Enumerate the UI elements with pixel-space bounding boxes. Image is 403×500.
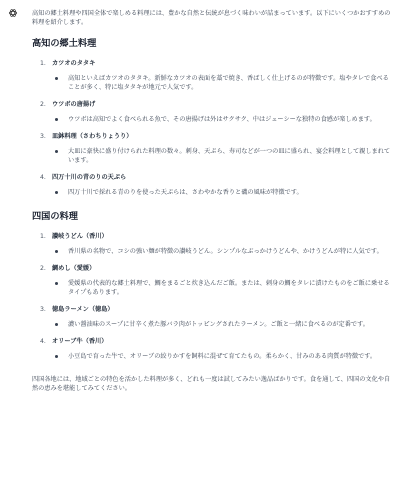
dish-description xyxy=(32,320,394,329)
bullet-icon xyxy=(55,355,58,358)
dish-description-text: ウツボは高知でよく食べられる魚で、その唐揚げは外はサクサク、中はジューシーな独特の食感が楽しめます。 xyxy=(68,116,376,123)
bullet-icon xyxy=(55,191,58,194)
list-item xyxy=(32,173,394,197)
dish-description-text: 濃い醤油味のスープに甘辛く煮た豚バラ肉がトッピングされたラーメン。ご飯と一緒に食べるのが定番です。 xyxy=(68,321,369,328)
list-item xyxy=(32,232,394,256)
list-number: 1. xyxy=(40,233,46,240)
dish-description-text: 愛媛県の代表的な郷土料理で、鯛をまるごと炊き込んだご飯。または、刺身の鯛をタレに漬けたものをご飯に乗せるタイプもあります。 xyxy=(68,280,390,296)
list-item xyxy=(32,337,394,361)
list-item xyxy=(32,264,394,297)
dish-description-text: 四万十川で採れる青のりを使った天ぷらは、さわやかな香りと磯の風味が特徴です。 xyxy=(68,189,303,196)
section-heading-shikoku: 四国の料理 xyxy=(32,211,78,222)
dish-title-text: ウツボの唐揚げ xyxy=(52,101,96,108)
dish-title xyxy=(32,100,394,109)
dish-title xyxy=(32,305,394,314)
dish-title-text: 讃岐うどん（香川） xyxy=(52,233,108,240)
dish-title xyxy=(32,264,394,273)
dish-title-text: カツオのタタキ xyxy=(52,60,96,67)
list-number: 4. xyxy=(40,338,46,345)
list-item xyxy=(32,100,394,124)
dish-title xyxy=(32,232,394,241)
dish-description xyxy=(32,147,394,165)
list-number: 2. xyxy=(40,265,46,272)
intro-text: 高知の郷土料理や四国全体で楽しめる料理には、豊かな自然と伝統が息づく味わいが詰まっています。以下にいくつかおすすめの料理を紹介します。 xyxy=(32,10,391,26)
bullet-icon xyxy=(55,323,58,326)
list-number: 1. xyxy=(40,60,46,67)
dish-description-text: 小豆島で育った牛で、オリーブの絞りかすを飼料に混ぜて育てたもの。柔らかく、甘みのある肉質が特徴です。 xyxy=(68,353,377,360)
outro-text: 四国各地には、地域ごとの特色を活かした料理が多く、どれも一度は試してみたい逸品ばかりです。食を通して、四国の文化や自然の恵みを堪能してみてください。 xyxy=(32,376,391,392)
kochi-dish-list xyxy=(32,59,394,197)
dish-description xyxy=(32,279,394,297)
dish-title-text: 四万十川の青のりの天ぷら xyxy=(52,174,127,181)
dish-description xyxy=(32,352,394,361)
bullet-icon xyxy=(55,250,58,253)
dish-title xyxy=(32,132,394,141)
list-item xyxy=(32,305,394,329)
openai-logo-icon xyxy=(8,8,18,18)
dish-title-text: 鯛めし（愛媛） xyxy=(52,265,96,272)
bullet-icon xyxy=(55,150,58,153)
bullet-icon xyxy=(55,282,58,285)
bullet-icon xyxy=(55,118,58,121)
dish-title xyxy=(32,59,394,68)
section-heading-kochi: 高知の郷土料理 xyxy=(32,38,97,49)
dish-title-text: オリーブ牛（香川） xyxy=(52,338,108,345)
dish-description xyxy=(32,188,394,197)
list-number: 2. xyxy=(40,101,46,108)
dish-description xyxy=(32,115,394,124)
dish-title-text: 徳島ラーメン（徳島） xyxy=(52,306,114,313)
list-item xyxy=(32,132,394,165)
shikoku-dish-list xyxy=(32,232,394,361)
dish-title-text: 皿鉢料理（さわちりょうり） xyxy=(52,133,133,140)
list-number: 3. xyxy=(40,133,46,140)
dish-description xyxy=(32,247,394,256)
dish-description-text: 香川県の名物で、コシの強い麺が特徴の讃岐うどん。シンプルなぶっかけうどんや、かけうどんが特に人気です。 xyxy=(68,248,383,255)
list-item xyxy=(32,59,394,92)
message-content xyxy=(32,9,394,393)
dish-description xyxy=(32,74,394,92)
list-number: 4. xyxy=(40,174,46,181)
list-number: 3. xyxy=(40,306,46,313)
dish-description-text: 大皿に豪快に盛り付けられた料理の数々。刺身、天ぷら、寿司などが一つの皿に盛られ、宴会料理として親しまれています。 xyxy=(68,148,391,164)
dish-title xyxy=(32,173,394,182)
dish-description-text: 高知といえばカツオのタタキ。新鮮なカツオの表面を藁で焼き、香ばしく仕上げるのが特徴です。塩やタレで食べることが多く、特に塩タタキが地元で人気です。 xyxy=(68,75,389,91)
bullet-icon xyxy=(55,77,58,80)
dish-title xyxy=(32,337,394,346)
